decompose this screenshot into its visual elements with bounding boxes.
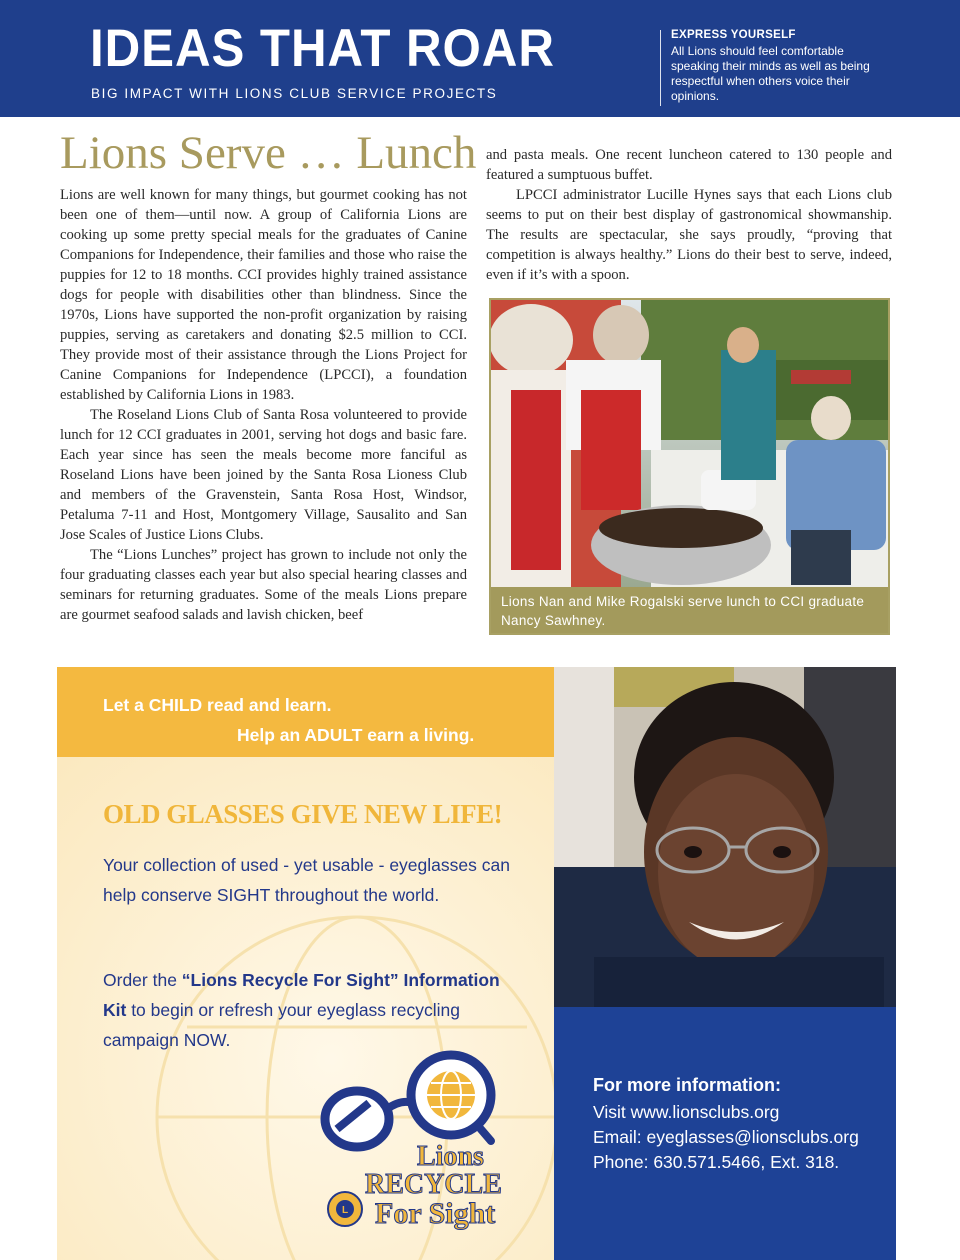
ad-order-prefix: Order the [103, 970, 182, 990]
article-title: Lions Serve … Lunch [60, 127, 477, 179]
header-divider [660, 30, 661, 106]
logo-text-for-sight: For Sight [375, 1197, 496, 1230]
ad-body-text: Your collection of used - yet usable - eyeglasses can help conserve SIGHT throughout the world. [103, 855, 510, 905]
ad-order-text [103, 965, 513, 1055]
child-photo-illustration [554, 667, 896, 1007]
page-header [0, 0, 960, 117]
lunch-photo [489, 298, 890, 635]
info-website[interactable]: Visit www.lionsclubs.org [593, 1102, 780, 1122]
article-column-right [486, 145, 892, 285]
svg-text:L: L [341, 1205, 349, 1216]
section-title: IDEAS THAT ROAR [90, 19, 555, 78]
logo-text-recycle: RECYCLE [365, 1169, 502, 1200]
lunch-photo-illustration [491, 300, 888, 589]
child-photo [554, 667, 896, 1007]
article-paragraph: Lions are well known for many things, but gourmet cooking has not been one of them—until now. A group of California Lions are cooking up some pretty special meals for the graduates of Canine Companions for Independence, their families and those who raise the puppies for 12 to 18 months. CCI provides highly trained assistance dogs for people with disabilities other than blindness. Since the 1970s, Lions have supported the non-profit organization by raising puppies, serving as caretakers and donating $2.5 million to CCI. They provide most of their assistance through the Lions Project for Canine Companions for Independence (LPCCI), a foundation established by California Lions in 1983. [60, 187, 467, 403]
article-paragraph: The “Lions Lunches” project has grown to include not only the four graduating classes each year but also special hearing classes and seminars for returning graduates. Some of the meals Lions prepare are gourmet seafood salads and lavish chicken, beef [60, 547, 467, 623]
ad-order-suffix: to begin or refresh your eyeglass recycling campaign NOW. [103, 1000, 460, 1050]
section-subtitle: BIG IMPACT WITH LIONS CLUB SERVICE PROJECTS [91, 86, 498, 101]
ad-tagline-child: Let a CHILD read and learn. [103, 695, 332, 715]
info-phone: Phone: 630.571.5466, Ext. 318. [593, 1152, 840, 1172]
recycle-for-sight-ad [57, 667, 896, 1260]
ad-banner [57, 667, 554, 757]
article-paragraph: and pasta meals. One recent luncheon catered to 130 people and featured a sumptuous buffet. [486, 147, 892, 183]
logo-text-lions: Lions [417, 1141, 484, 1172]
lions-recycle-for-sight-logo [319, 1047, 502, 1247]
express-yourself-text: All Lions should feel comfortable speaking their minds as well as being respectful when others voice their opinions. [671, 44, 870, 103]
ad-order-kit-name: “Lions Recycle For Sight” Information Kit [103, 970, 500, 1020]
article-paragraph: LPCCI administrator Lucille Hynes says that each Lions club seems to put on their best display of gastronomical showmanship. The results are spectacular, she says proudly, “proving that competition is always healthy.” Lions do their best to serve, indeed, even if it’s with a spoon. [486, 187, 892, 283]
info-email[interactable]: Email: eyeglasses@lionsclubs.org [593, 1127, 859, 1147]
ad-headline: OLD GLASSES GIVE NEW LIFE! [103, 799, 503, 829]
ad-tagline-adult: Help an ADULT earn a living. [237, 725, 475, 745]
article-column-left [60, 185, 467, 625]
info-heading: For more information: [593, 1075, 781, 1095]
photo-caption: Lions Nan and Mike Rogalski serve lunch to CCI graduate Nancy Sawhney. [491, 587, 888, 633]
article-paragraph: The Roseland Lions Club of Santa Rosa volunteered to provide lunch for 12 CCI graduates in 2001, serving hot dogs and basic fare. Each year since has seen the meals become more fanciful as Roseland Lions have been joined by the Santa Rosa Lioness Club and members of the Gravenstein, Santa Rosa Host, Windsor, Petaluma 7-11 and Host, Montgomery Village, Sausalito and San Jose Scales of Justice Lions Clubs. [60, 407, 467, 543]
contact-info-panel [554, 1007, 896, 1260]
express-yourself-heading: EXPRESS YOURSELF [671, 29, 796, 41]
